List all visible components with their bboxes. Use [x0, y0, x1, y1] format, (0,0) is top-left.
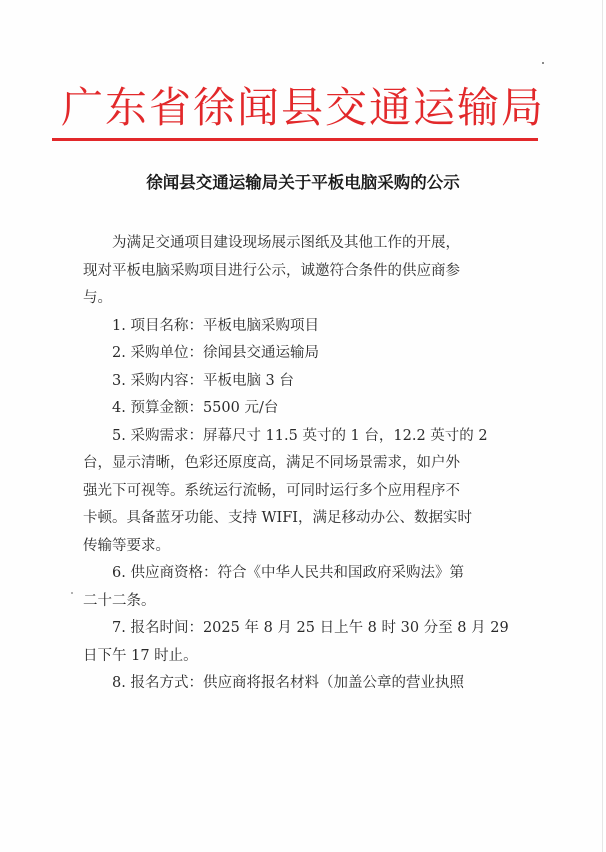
- document-body: [83, 230, 523, 698]
- body-line: 二十二条。: [83, 592, 156, 609]
- item-content: 3. 采购内容：平板电脑 3 台: [112, 372, 294, 389]
- item-qualification: 6. 供应商资格：符合《中华人民共和国政府采购法》第: [112, 565, 464, 581]
- scan-speck: [542, 62, 544, 64]
- body-line: 日下午 17 时止。: [83, 647, 198, 664]
- body-line: 传输等要求。: [83, 537, 170, 554]
- body-line: 台，显示清晰，色彩还原度高，满足不同场景需求，如户外: [83, 455, 460, 471]
- body-line: 卡顿。具备蓝牙功能、支持 WIFI，满足移动办公、数据实时: [83, 510, 473, 526]
- item-budget: 4. 预算金额：5500 元/台: [112, 400, 279, 416]
- body-line: 与。: [83, 290, 112, 306]
- item-registration-method: 8. 报名方式：供应商将报名材料（加盖公章的营业执照: [112, 675, 464, 691]
- item-purchaser: 2. 采购单位：徐闻县交通运输局: [112, 345, 319, 361]
- body-line: 现对平板电脑采购项目进行公示，诚邀符合条件的供应商参: [83, 262, 460, 279]
- item-requirements: 5. 采购需求：屏幕尺寸 11.5 英寸的 1 台，12.2 英寸的 2: [112, 427, 488, 444]
- body-line: 为满足交通项目建设现场展示图纸及其他工作的开展，: [112, 235, 460, 251]
- item-registration-time: 7. 报名时间：2025 年 8 月 25 日上午 8 时 30 分至 8 月 29: [112, 620, 509, 636]
- body-line: 强光下可视等。系统运行流畅，可同时运行多个应用程序不: [83, 482, 460, 499]
- scan-speck-left: [71, 592, 73, 594]
- agency-letterhead: 广东省徐闻县交通运输局: [60, 83, 545, 132]
- item-project-name: 1. 项目名称：平板电脑采购项目: [112, 317, 319, 334]
- document-title: 徐闻县交通运输局关于平板电脑采购的公示: [146, 173, 460, 192]
- letterhead-red-rule: [52, 138, 538, 141]
